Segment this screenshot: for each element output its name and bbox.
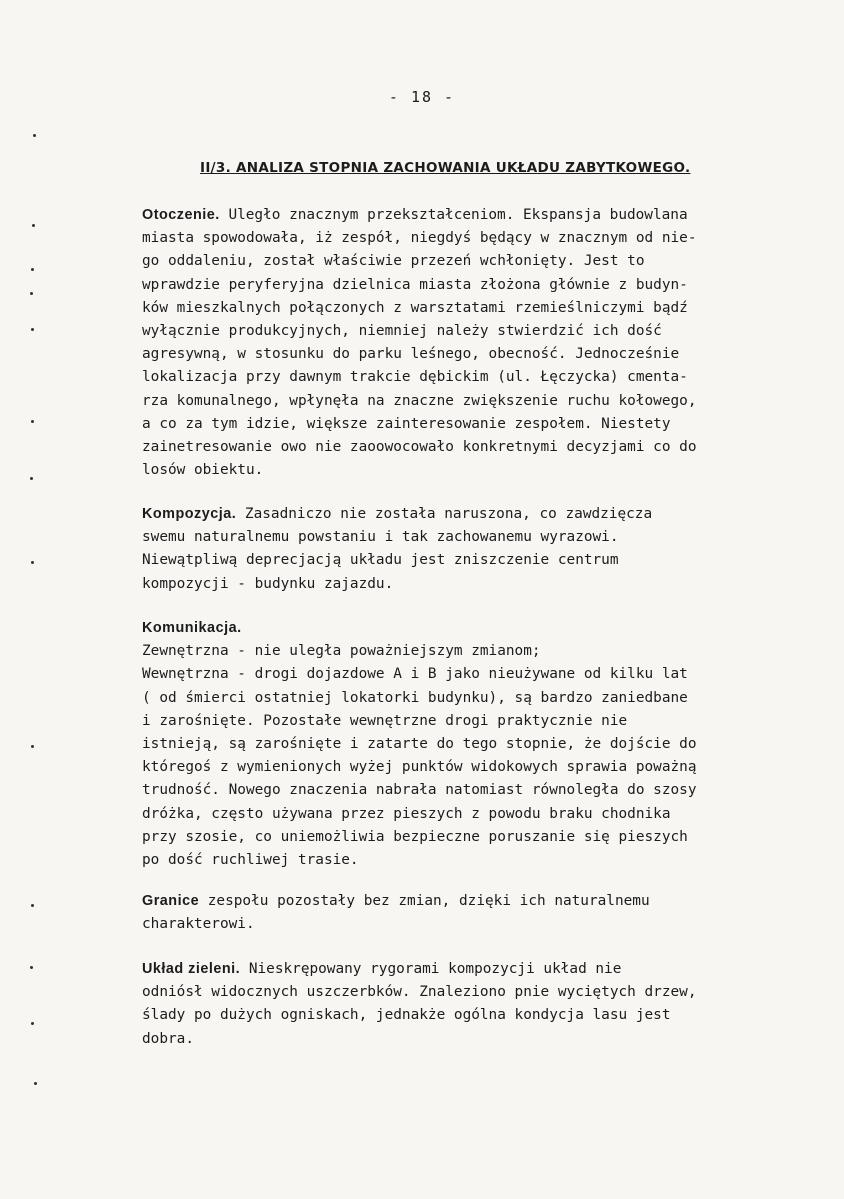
- text-line: ków mieszkalnych połączonych z warsztatami rzemieślniczymi bądź: [142, 299, 688, 316]
- text-line: Niewątpliwą deprecjacją układu jest zniszczenie centrum: [142, 552, 619, 569]
- text-line: swemu naturalnemu powstaniu i tak zachowanemu wyrazowi.: [142, 529, 619, 546]
- section-heading: II/3. ANALIZA STOPNIA ZACHOWANIA UKŁADU ZABYTKOWEGO.: [200, 160, 691, 176]
- scan-speck: [31, 745, 34, 748]
- page-number: - 18 -: [388, 88, 456, 106]
- scan-speck: [31, 268, 34, 271]
- text-line: Zewnętrzna - nie uległa poważniejszym zmianom;: [142, 643, 541, 660]
- scan-speck: [33, 134, 36, 137]
- scan-speck: [30, 292, 33, 295]
- text-line: odniósł widocznych uszczerbków. Znaleziono pnie wyciętych drzew,: [142, 984, 697, 1001]
- text-line: i zarośnięte. Pozostałe wewnętrzne drogi praktycznie nie: [142, 712, 628, 729]
- text-line: [142, 617, 792, 640]
- scan-speck: [31, 904, 34, 907]
- text-line: agresywną, w stosunku do parku leśnego, obecność. Jednocześnie: [142, 346, 680, 363]
- paragraph-text: Zasadniczo nie została naruszona, co zawdzięcza: [236, 506, 653, 522]
- text-line: przy szosie, co uniemożliwia bezpieczne poruszanie się pieszych: [142, 828, 688, 845]
- scan-speck: [30, 477, 33, 480]
- text-line: [142, 503, 792, 526]
- paragraph-lead: Kompozycja.: [142, 506, 237, 522]
- scan-speck: [32, 224, 35, 227]
- text-line: wprawdzie peryferyjna dzielnica miasta złożona głównie z budyn-: [142, 276, 688, 293]
- section-granice: [142, 890, 792, 936]
- section-komunikacja: [142, 617, 792, 872]
- paragraph-text: Nieskrępowany rygorami kompozycji układ nie: [240, 961, 622, 977]
- text-line: go oddaleniu, został właściwie przezeń wchłonięty. Jest to: [142, 253, 645, 270]
- text-line: [142, 890, 792, 913]
- paragraph-text: zespołu pozostały bez zmian, dzięki ich naturalnemu: [199, 893, 650, 909]
- section-otoczenie: [142, 204, 792, 482]
- text-line: [142, 958, 792, 981]
- text-line: miasta spowodowała, iż zespół, niegdyś będący w znacznym od nie-: [142, 230, 697, 247]
- text-line: Wewnętrzna - drogi dojazdowe A i B jako nieużywane od kilku lat: [142, 666, 688, 683]
- text-line: któregoś z wymienionych wyżej punktów widokowych sprawia poważną: [142, 759, 697, 776]
- text-line: wyłącznie produkcyjnych, niemniej należy stwierdzić ich dość: [142, 322, 662, 339]
- text-line: po dość ruchliwej trasie.: [142, 851, 359, 868]
- scan-speck: [30, 966, 33, 969]
- text-line: lokalizacja przy dawnym trakcie dębickim (ul. Łęczycka) cmenta-: [142, 369, 688, 386]
- scan-speck: [31, 420, 34, 423]
- text-line: dobra.: [142, 1030, 194, 1047]
- text-line: istnieją, są zarośnięte i zatarte do tego stopnie, że dojście do: [142, 735, 697, 752]
- text-line: rza komunalnego, wpłynęła na znaczne zwiększenie ruchu kołowego,: [142, 392, 697, 409]
- section-uklad-zieleni: [142, 958, 792, 1051]
- text-line: kompozycji - budynku zajazdu.: [142, 575, 394, 592]
- text-line: zainetresowanie owo nie zaoowocowało konkretnymi decyzjami co do: [142, 438, 697, 455]
- scan-speck: [34, 1082, 37, 1085]
- paragraph-lead: Układ zieleni.: [142, 961, 241, 977]
- paragraph-lead: Komunikacja.: [142, 620, 242, 636]
- text-line: charakterowi.: [142, 916, 255, 933]
- scan-speck: [31, 561, 34, 564]
- paragraph-lead: Granice: [142, 893, 200, 909]
- text-line: [142, 204, 792, 227]
- paragraph-lead: Otoczenie.: [142, 207, 220, 223]
- text-line: losów obiektu.: [142, 462, 264, 479]
- text-line: ślady po dużych ogniskach, jednakże ogólna kondycja lasu jest: [142, 1007, 671, 1024]
- scan-speck: [31, 328, 34, 331]
- text-line: dróżka, często używana przez pieszych z powodu braku chodnika: [142, 805, 671, 822]
- paragraph-text: Uległo znacznym przekształceniom. Ekspansja budowlana: [219, 207, 688, 223]
- scan-speck: [31, 1022, 34, 1025]
- text-line: ( od śmierci ostatniej lokatorki budynku), są bardzo zaniedbane: [142, 689, 688, 706]
- section-kompozycja: [142, 503, 792, 596]
- text-line: trudność. Nowego znaczenia nabrała natomiast równoległa do szosy: [142, 782, 697, 799]
- text-line: a co za tym idzie, większe zainteresowanie zespołem. Niestety: [142, 415, 671, 432]
